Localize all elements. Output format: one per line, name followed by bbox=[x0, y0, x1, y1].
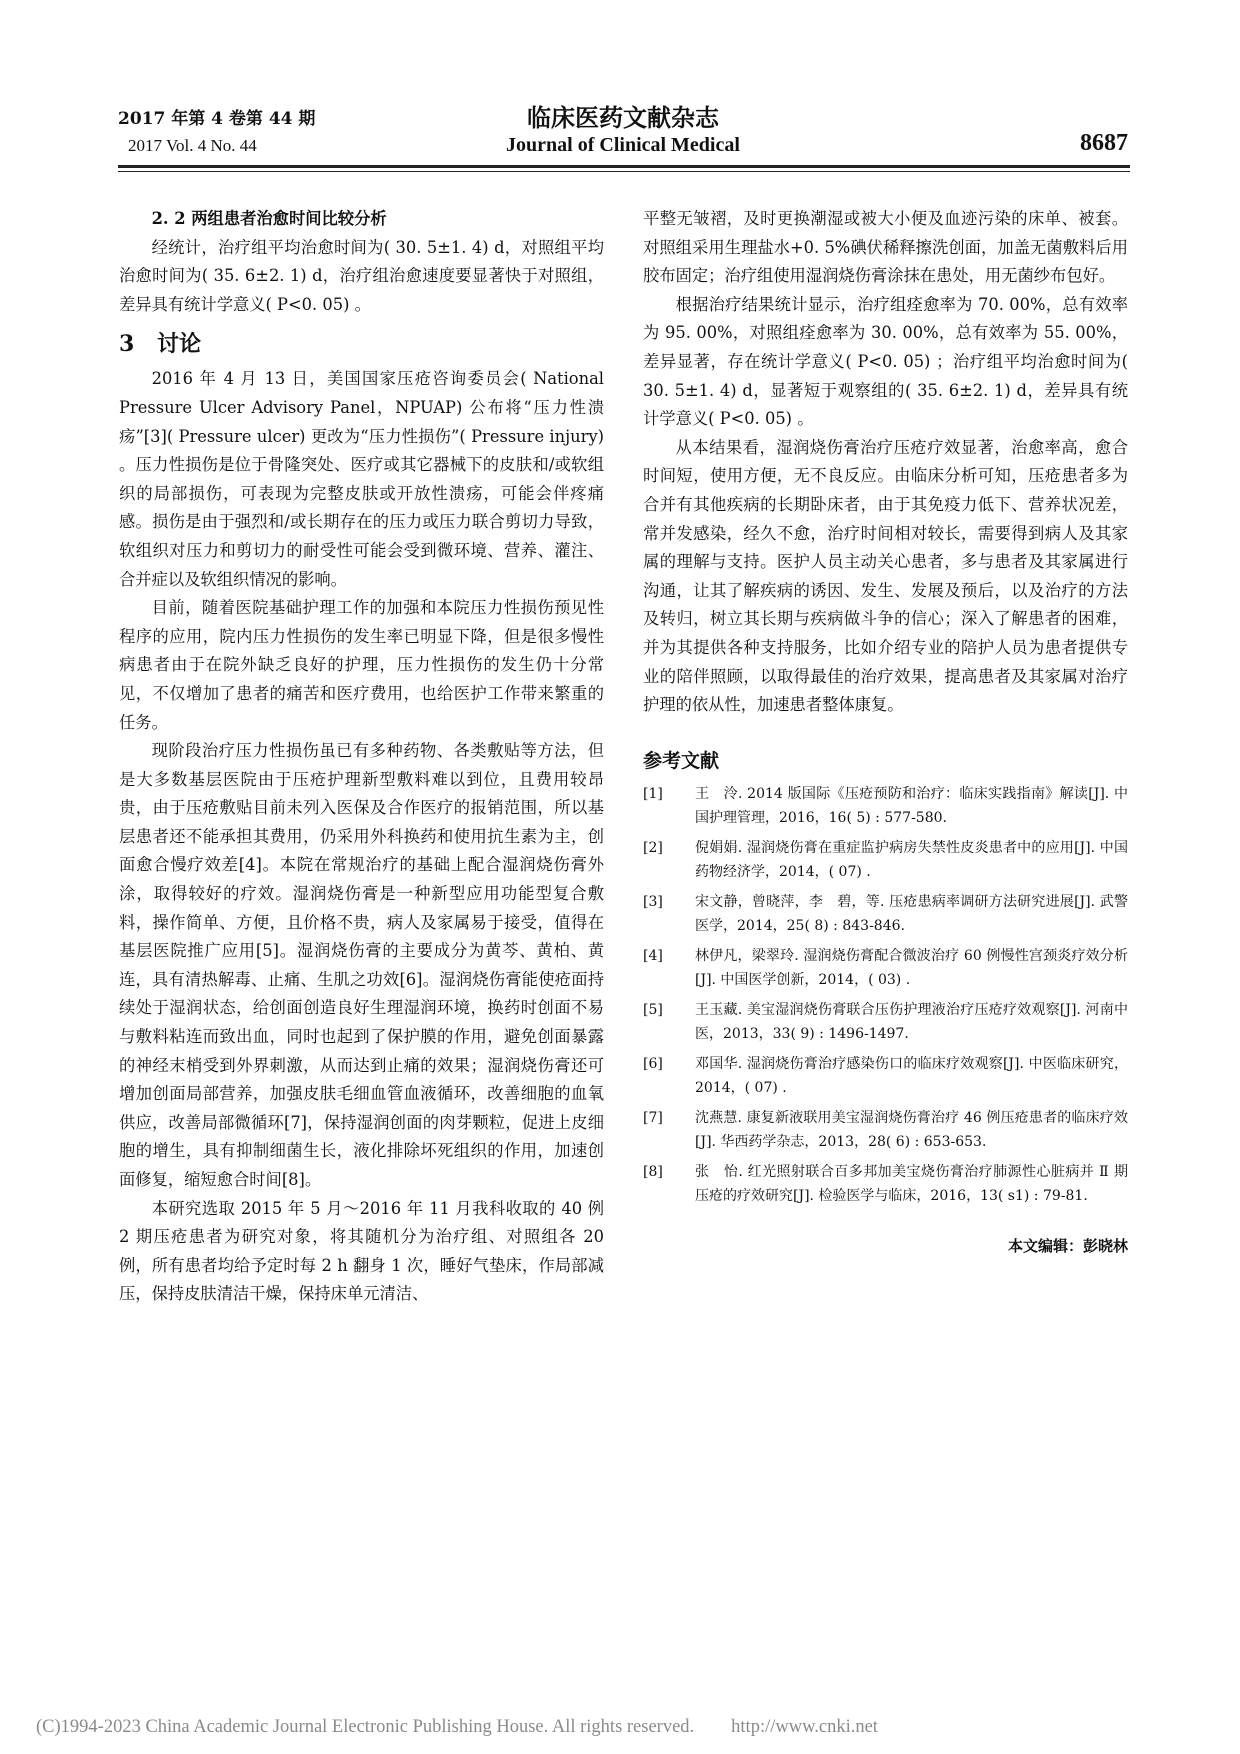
reference-text: 倪娟娟. 湿润烧伤膏在重症监护病房失禁性皮炎患者中的应用[J]. 中国药物经济学，2014，( 07) . bbox=[695, 839, 1128, 880]
issue-en: 2017 Vol. 4 No. 44 bbox=[128, 136, 257, 155]
reference-item bbox=[643, 890, 1128, 938]
reference-number: [3] bbox=[643, 893, 663, 910]
discussion-paragraph-2: 目前，随着医院基础护理工作的加强和本院压力性损伤预见性程序的应用，院内压力性损伤的发生率已明显下降，但是很多慢性病患者由于在院外缺乏良好的护理，压力性损伤的发生仍十分常见，不仅增加了患者的痛苦和医疗费用，也给医护工作带来繁重的任务。 bbox=[119, 598, 604, 732]
reference-text: 林伊凡，梁翠玲. 湿润烧伤膏配合微波治疗 60 例慢性宫颈炎疗效分析[J]. 中国医学创新，2014，( 03) . bbox=[695, 947, 1128, 988]
result-paragraph: 经统计，治疗组平均治愈时间为( 30. 5±1. 4) d，对照组平均治愈时间为( 35. 6±2. 1) d，治疗组治愈速度要显著快于对照组，差异具有统计学意义( P<0. 05) 。 bbox=[119, 237, 604, 314]
reference-item bbox=[643, 944, 1128, 992]
reference-item bbox=[643, 998, 1128, 1046]
reference-number: [8] bbox=[643, 1163, 663, 1180]
issue-cn: 2017 年第 4 卷第 44 期 bbox=[118, 109, 316, 129]
running-header-top bbox=[118, 98, 1128, 134]
references-heading: 参考文献 bbox=[643, 749, 720, 772]
reference-item bbox=[643, 1052, 1128, 1100]
left-column bbox=[119, 205, 604, 1309]
reference-text: 邓国华. 湿润烧伤膏治疗感染伤口的临床疗效观察[J]. 中医临床研究，2014，( 07) . bbox=[695, 1055, 1128, 1096]
reference-item bbox=[643, 782, 1128, 830]
reference-text: 王玉藏. 美宝湿润烧伤膏联合压伤护理液治疗压疮疗效观察[J]. 河南中医，2013，33( 9) : 1496-1497. bbox=[695, 1001, 1128, 1042]
reference-item bbox=[643, 1106, 1128, 1154]
discussion-paragraph-3: 现阶段治疗压力性损伤虽已有多种药物、各类敷贴等方法，但是大多数基层医院由于压疮护理新型敷料难以到位，且费用较昂贵，由于压疮敷贴目前未列入医保及合作医疗的报销范围，所以基层患者还不能承担其费用，仍采用外科换药和使用抗生素为主，创面愈合慢疗效差[4]。本院在常规治疗的基础上配合湿润烧伤膏外涂，取得较好的疗效。湿润烧伤膏是一种新型应用功能型复合敷料，操作简单、方便，且价格不贵，病人及家属易于接受，值得在基层医院推广应用[5]。湿润烧伤膏的主要成分为黄芩、黄柏、黄连，具有清热解毒、止痛、生肌之功效[6]。湿润烧伤膏能使疮面持续处于湿润状态，给创面创造良好生理湿润环境，换药时创面不易与敷料粘连而致出血，同时也起到了保护膜的作用，避免创面暴露的神经末梢受到外界刺激，从而达到止痛的效果；湿润烧伤膏还可增加创面局部营养，加强皮肤毛细血管血液循环，改善细胞的血氧供应，改善局部微循环[7]，保持湿润创面的肉芽颗粒，促进上皮细胞的增生，具有抑制细菌生长，液化排除坏死组织的作用，加速创面修复，缩短愈合时间[8]。 bbox=[119, 741, 604, 1189]
discussion-paragraph-4: 本研究选取 2015 年 5 月～2016 年 11 月我科收取的 40 例 2 期压疮患者为研究对象，将其随机分为治疗组、对照组各 20 例，所有患者均给予定时每 2 h 翻身 1 次，睡好气垫床，作局部减压，保持皮肤清洁干燥，保持床单元清洁、 bbox=[119, 1198, 604, 1304]
reference-number: [1] bbox=[643, 785, 663, 802]
conclusion-paragraph: 从本结果看，湿润烧伤膏治疗压疮疗效显著，治愈率高，愈合时间短，使用方便，无不良反应。由临床分析可知，压疮患者多为合并有其他疾病的长期卧床者，由于其免疫力低下、营养状况差，常并发感染，经久不愈，治疗时间相对较长，需要得到病人及其家属的理解与支持。医护人员主动关心患者，多与患者及其家属进行沟通，让其了解疾病的诱因、发生、发展及预后，以及治疗的方法及转归，树立其长期与疾病做斗争的信心；深入了解患者的困难，并为其提供各种支持服务，比如介绍专业的陪护人员为患者提供专业的陪伴照顾，以取得最佳的治疗效果，提高患者及其家属对治疗护理的依从性，加速患者整体康复。 bbox=[643, 437, 1128, 715]
reference-list bbox=[643, 782, 1128, 1208]
reference-text: 宋文静，曾晓萍，李 碧，等. 压疮患病率调研方法研究进展[J]. 武警医学，2014，25( 8) : 843-846. bbox=[695, 893, 1128, 934]
reference-number: [5] bbox=[643, 1001, 663, 1018]
continued-paragraph: 平整无皱褶，及时更换潮湿或被大小便及血迹污染的床单、被套。对照组采用生理盐水+0. 5%碘伏稀释擦洗创面，加盖无菌敷料后用胶布固定；治疗组使用湿润烧伤膏涂抹在患处，用无菌纱布包好。 bbox=[643, 209, 1128, 286]
journal-title-en: Journal of Clinical Medical bbox=[506, 134, 740, 156]
copyright-footer: (C)1994-2023 China Academic Journal Electronic Publishing House. All rights reserved. http://www.cnki.net bbox=[36, 1717, 878, 1737]
reference-text: 王 泠. 2014 版国际《压疮预防和治疗：临床实践指南》解读[J]. 中国护理管理，2016，16( 5) : 577-580. bbox=[695, 785, 1128, 826]
reference-number: [6] bbox=[643, 1055, 663, 1072]
header-rule-thin bbox=[118, 171, 1130, 172]
reference-number: [2] bbox=[643, 839, 663, 856]
subsection-heading: 2. 2 两组患者治愈时间比较分析 bbox=[151, 209, 387, 228]
running-header-bottom bbox=[118, 130, 1128, 166]
header-rule-thick bbox=[118, 165, 1130, 168]
reference-item bbox=[643, 1160, 1128, 1208]
right-column bbox=[643, 205, 1128, 1260]
reference-item bbox=[643, 836, 1128, 884]
reference-text: 沈燕慧. 康复新液联用美宝湿润烧伤膏治疗 46 例压疮患者的临床疗效[J]. 华西药学杂志，2013，28( 6) : 653-653. bbox=[695, 1109, 1128, 1150]
page-number: 8687 bbox=[1080, 130, 1128, 156]
reference-number: [4] bbox=[643, 947, 663, 964]
section-number: 3 bbox=[119, 331, 135, 358]
editor-credit: 本文编辑：彭晓林 bbox=[1007, 1236, 1128, 1255]
journal-title-cn: 临床医药文献杂志 bbox=[527, 103, 719, 132]
discussion-paragraph-1: 2016 年 4 月 13 日，美国国家压疮咨询委员会( National Pressure Ulcer Advisory Panel，NPUAP) 公布将“压力性溃疡”[3]( Pressure ulcer) 更改为“压力性损伤”( Pressure injury) 。压力性损伤是位于骨隆突处、医疗或其它器械下的皮肤和/或软组织的局部损伤，可表现为完整皮肤或开放性溃疡，可能会伴疼痛感。损伤是由于强烈和/或长期存在的压力或压力联合剪切力导致，软组织对压力和剪切力的耐受性可能会受到微环境、营养、灌注、合并症以及软组织情况的影响。 bbox=[119, 369, 604, 589]
statistics-paragraph: 根据治疗结果统计显示，治疗组痊愈率为 70. 00%，总有效率为 95. 00%，对照组痊愈率为 30. 00%，总有效率为 55. 00%，差异显著，存在统计学意义( P<0. 05) ；治疗组平均治愈时间为( 30. 5±1. 4) d，显著短于观察组的( 35. 6±2. 1) d，差异具有统计学意义( P<0. 05) 。 bbox=[643, 294, 1128, 429]
section-heading bbox=[119, 327, 604, 361]
section-title: 讨论 bbox=[157, 331, 202, 358]
reference-number: [7] bbox=[643, 1109, 663, 1126]
reference-text: 张 怡. 红光照射联合百多邦加美宝烧伤膏治疗肺源性心脏病并 Ⅱ 期压疮的疗效研究[J]. 检验医学与临床，2016，13( s1) : 79-81. bbox=[695, 1163, 1128, 1204]
